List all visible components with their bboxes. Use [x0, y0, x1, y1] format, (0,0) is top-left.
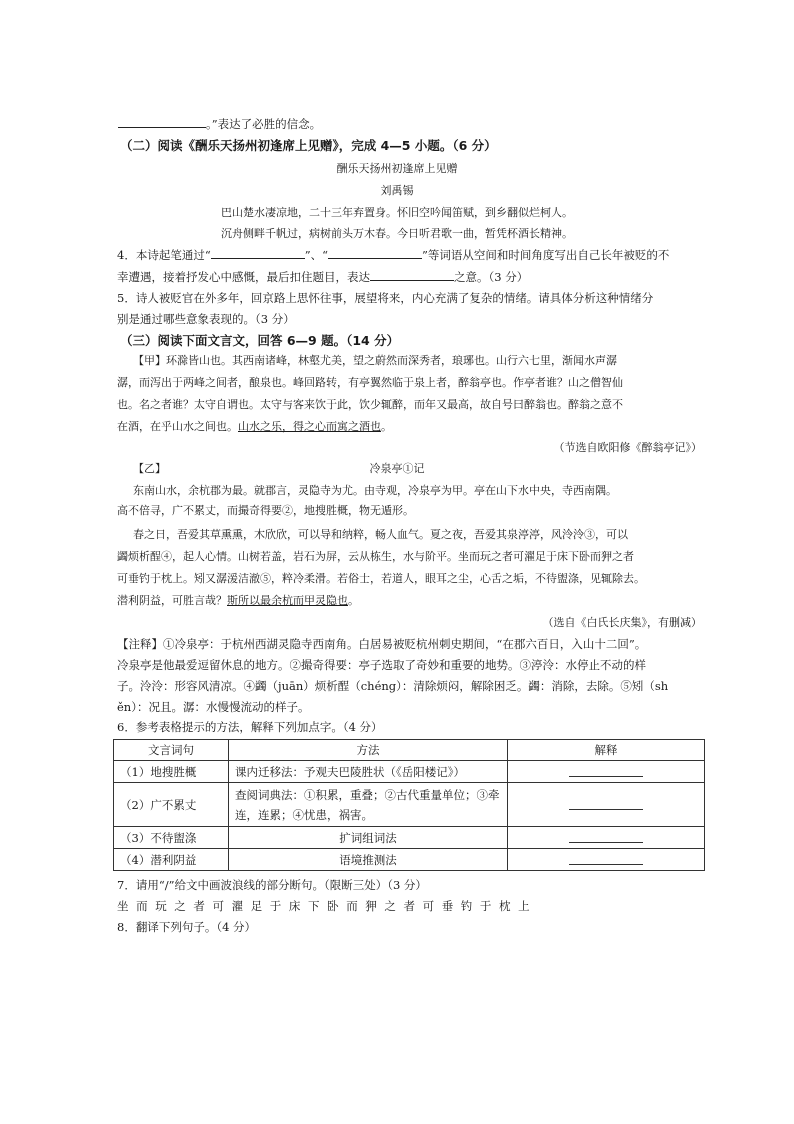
table-cell-answer[interactable] [508, 761, 705, 783]
q4-blank-1 [211, 246, 305, 259]
table-header: 解释 [508, 740, 705, 761]
q4-blank-3 [370, 268, 454, 281]
question-5-line-1: 5．诗人被贬官在外多年，回京路上思怀往事，展望将来，内心充满了复杂的情绪。请具体分析这种情绪分 [117, 291, 654, 305]
table-cell-method: 语境推测法 [229, 849, 508, 871]
yi-line-1: 东南山水，余杭郡为最。就郡言，灵隐寺为尤。由寺观，冷泉亭为甲。亭在山下水中央，寺西南隅。 [133, 484, 617, 497]
jia-line-3: 也。名之者谁？太守自谓也。太守与客来饮于此，饮少辄醉，而年又最高，故自号曰醉翁也。醉翁之意不 [117, 398, 623, 411]
jia-source: （节选自欧阳修《醉翁亭记》） [553, 441, 702, 454]
table-cell-method: 扩词组词法 [229, 827, 508, 849]
yi-line-3: 春之日，吾爱其草熏熏，木欣欣，可以导和纳粹，畅人血气。夏之夜，吾爱其泉渟渟，风泠泠③，可以 [133, 528, 628, 541]
yi-line-2: 高不倍寻，广不累丈，而撮奇得要②，地搜胜概，物无遁形。 [117, 504, 414, 517]
question-4: 4．本诗起笔通过“ ”、“ ”等词语从空间和时间角度写出自己长年被贬的不 [117, 248, 670, 262]
yi-title: 冷泉亭①记 [369, 462, 425, 475]
question-7-text: 坐而玩之者可濯足于床下卧而狎之者可垂钓于枕上 [117, 899, 538, 913]
table-cell-method: 课内迁移法：予观夫巴陵胜状（《岳阳楼记》） [229, 761, 508, 783]
table-header-row [114, 740, 705, 761]
answer-blank [569, 797, 643, 810]
table-header: 文言词句 [114, 740, 229, 761]
question-8-prompt: 8．翻译下列句子。（4 分） [117, 920, 257, 934]
table-header: 方法 [229, 740, 508, 761]
table-cell-method: 查阅词典法：①积累，重叠；②古代重量单位；③牵连，连累；④忧患，祸害。 [229, 783, 508, 827]
yi-line-6: 潜利阴益，可胜言哉？斯所以最余杭而甲灵隐也。 [117, 594, 359, 607]
answer-blank [118, 115, 206, 128]
table-cell-item: （3）不待盥涤 [114, 827, 229, 849]
question-5-line-2: 别是通过哪些意象表现的。（3 分） [117, 312, 295, 326]
answer-continuation-line [118, 115, 321, 132]
table-row [114, 827, 705, 849]
q4-blank-2 [328, 246, 422, 259]
method-table [113, 739, 705, 871]
note-line-3: 子。泠泠：形容风清凉。④蠲（juān）烦析酲（chéng）：清除烦闷，解除困乏。蠲：消除，去除。⑤矧（sh [117, 679, 669, 693]
table-row [114, 761, 705, 783]
yi-label: 【乙】 [133, 462, 166, 475]
note-line-4: ěn）：况且。潺：水慢慢流动的样子。 [117, 700, 310, 714]
table-row [114, 849, 705, 871]
jia-line-2: 潺，而泻出于两峰之间者，酿泉也。峰回路转，有亭翼然临于泉上者，醉翁亭也。作亭者谁？山之僧智仙 [117, 376, 623, 389]
answer-blank [569, 830, 643, 843]
poem-line-1: 巴山楚水凄凉地，二十三年弃置身。怀旧空吟闻笛赋，到乡翻似烂柯人。 [221, 206, 573, 219]
table-cell-item: （1）地搜胜概 [114, 761, 229, 783]
question-6-prompt: 6．参考表格提示的方法，解释下列加点字。（4 分） [117, 720, 383, 734]
note-line-1: 【注释】①冷泉亭：于杭州西湖灵隐寺西南角。白居易被贬杭州刺史期间，“在郡六百日，入山十二回”。 [117, 637, 647, 651]
table-cell-answer[interactable] [508, 827, 705, 849]
continuation-text: 。”表达了必胜的信念。 [206, 117, 322, 131]
section-2-heading: （二）阅读《酬乐天扬州初逢席上见赠》，完成 4—5 小题。（6 分） [120, 138, 497, 153]
table-cell-answer[interactable] [508, 783, 705, 827]
table-cell-answer[interactable] [508, 849, 705, 871]
question-7-prompt: 7．请用“/”给文中画波浪线的部分断句。（限断三处）（3 分） [117, 878, 427, 892]
yi-source: （选自《白氏长庆集》，有删减） [542, 616, 702, 629]
table-cell-item: （4）潜利阴益 [114, 849, 229, 871]
question-4-cont: 幸遭遇，接着抒发心中感慨，最后扣住题目，表达 之意。（3 分） [117, 270, 529, 284]
answer-blank [569, 852, 643, 865]
section-3-heading: （三）阅读下面文言文，回答 6—9 题。（14 分） [120, 333, 400, 348]
jia-line-4: 在酒，在乎山水之间也。山水之乐，得之心而寓之酒也。 [117, 420, 392, 433]
yi-line-4: 蠲烦析酲④，起人心情。山树若盖，岩石为屏，云从栋生，水与阶平。坐而玩之者可濯足于床下卧而狎之者 [117, 550, 634, 563]
table-cell-item: （2）广不累丈 [114, 783, 229, 827]
jia-underlined-sentence: 山水之乐，得之心而寓之酒也 [238, 420, 381, 433]
poem-title: 酬乐天扬州初逢席上见赠 [336, 162, 458, 175]
jia-line-1: 【甲】环滁皆山也。其西南诸峰，林壑尤美，望之蔚然而深秀者，琅琊也。山行六七里，渐闻水声潺 [133, 354, 617, 367]
yi-line-5: 可垂钓于枕上。矧又潺湲洁澈⑤，粹冷柔滑。若俗士，若道人，眼耳之尘，心舌之垢，不待盥涤，见辄除去。 [117, 572, 645, 585]
poem-author: 刘禹锡 [380, 184, 414, 197]
note-line-2: 冷泉亭是他最爱逗留休息的地方。②撮奇得要：亭子选取了奇妙和重要的地势。③渟泠：水停止不动的样 [117, 658, 646, 672]
table-row [114, 783, 705, 827]
poem-line-2: 沉舟侧畔千帆过，病树前头万木春。今日听君歌一曲，暂凭杯酒长精神。 [221, 227, 573, 240]
answer-blank [569, 764, 643, 777]
yi-underlined-sentence: 斯所以最余杭而甲灵隐也 [227, 594, 348, 607]
